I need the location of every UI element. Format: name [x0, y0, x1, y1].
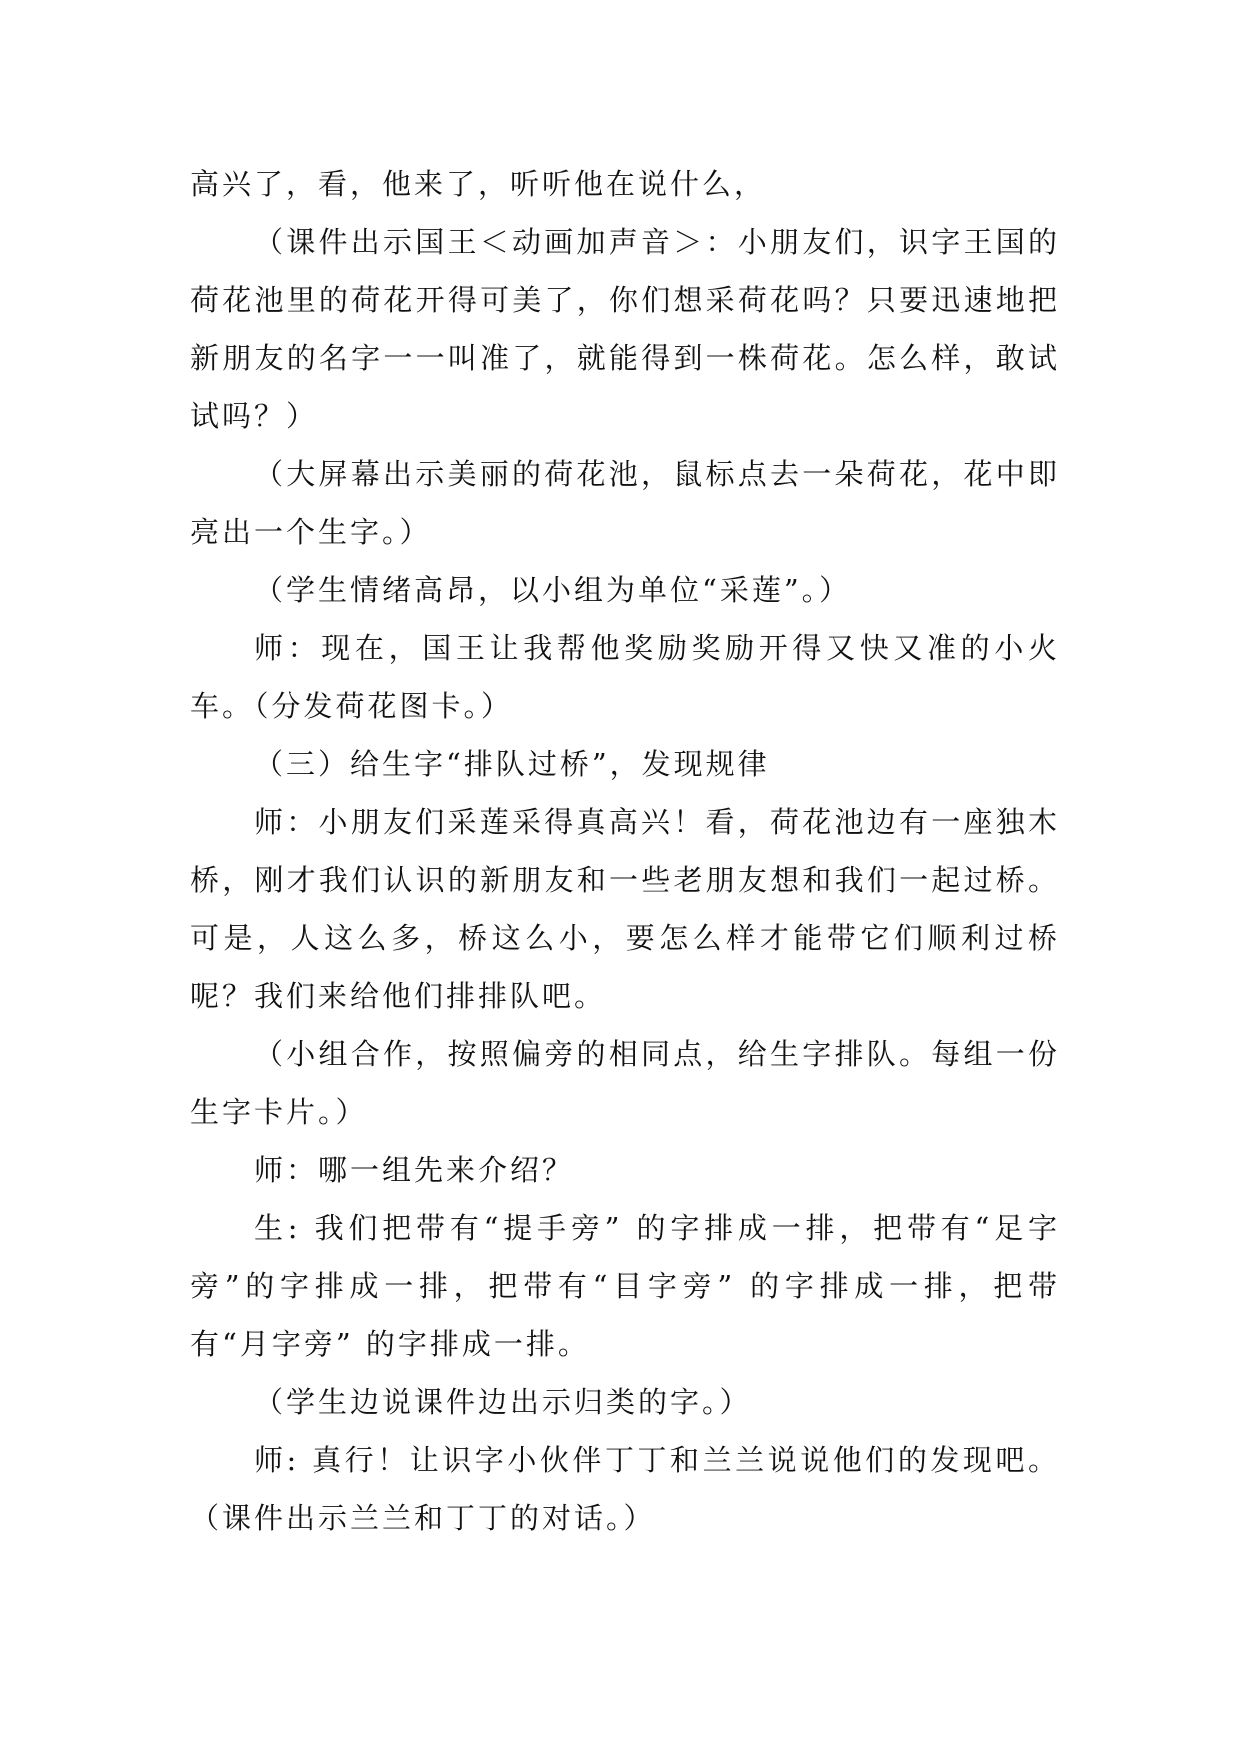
- paragraph-2: （课件出示国王＜动画加声音＞：小朋友们，识字王国的荷花池里的荷花开得可美了，你们想采荷花吗？只要迅速地把新朋友的名字一一叫准了，就能得到一株荷花。怎么样，敢试试吗？）: [190, 225, 1060, 433]
- paragraph-9: 师：哪一组先来介绍？: [254, 1153, 575, 1187]
- paragraph-7: 师：小朋友们采莲采得真高兴！看，荷花池边有一座独木桥，刚才我们认识的新朋友和一些老朋友想和我们一起过桥。可是，人这么多，桥这么小，要怎么样才能带它们顺利过桥呢？我们来给他们排排队吧。: [190, 805, 1060, 1013]
- paragraph-12: 师: 真行！让识字小伙伴丁丁和兰兰说说他们的发现吧。（课件出示兰兰和丁丁的对话。）: [190, 1443, 1060, 1535]
- paragraph-5: 师：现在，国王让我帮他奖励奖励开得又快又准的小火车。（分发荷花图卡。）: [190, 631, 1060, 723]
- paragraph-11: （学生边说课件边出示归类的字。）: [254, 1385, 752, 1419]
- paragraph-4: （学生情绪高昂，以小组为单位“采莲”。）: [254, 573, 852, 607]
- paragraph-3: （大屏幕出示美丽的荷花池，鼠标点去一朵荷花，花中即亮出一个生字。）: [190, 457, 1060, 549]
- document-page: [190, 155, 1060, 1547]
- paragraph-1: 高兴了，看，他来了，听听他在说什么，: [190, 167, 767, 201]
- paragraph-8: （小组合作，按照偏旁的相同点，给生字排队。每组一份生字卡片。）: [190, 1037, 1060, 1129]
- paragraph-10: 生: 我们把带有“提手旁” 的字排成一排，把带有“足字旁”的字排成一排，把带有“目字旁” 的字排成一排，把带有“月字旁” 的字排成一排。: [190, 1211, 1060, 1361]
- section-heading: （三）给生字“排队过桥”，发现规律: [254, 747, 770, 781]
